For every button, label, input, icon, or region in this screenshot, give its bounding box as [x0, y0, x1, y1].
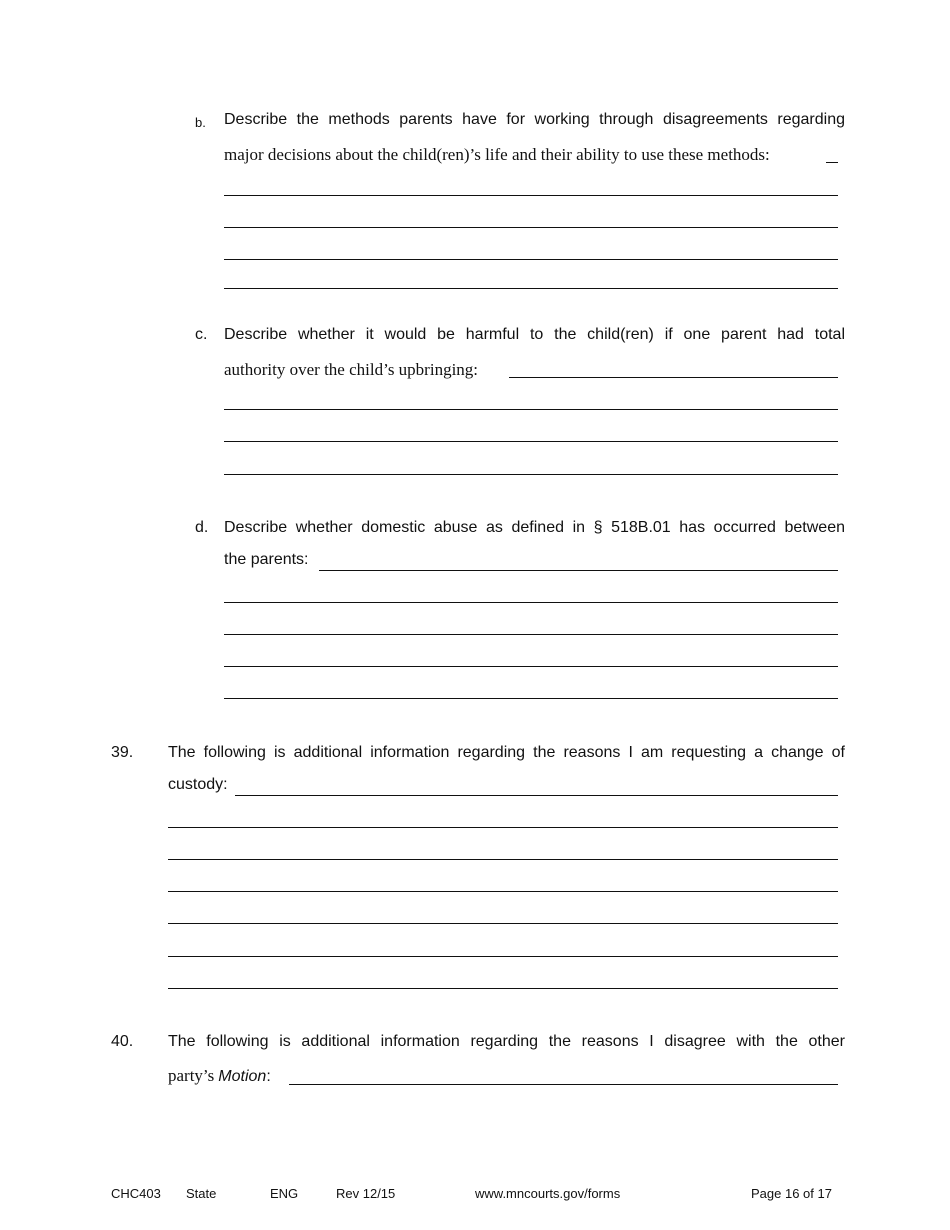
answer-line-b-3[interactable]	[224, 259, 838, 260]
answer-line-d-3[interactable]	[224, 666, 838, 667]
answer-line-39-4[interactable]	[168, 923, 838, 924]
footer-revision: Rev 12/15	[336, 1186, 396, 1201]
footer-language: ENG	[270, 1186, 299, 1201]
item-d-line1: Describe whether domestic abuse as defined in § 518B.01 has occurred between	[224, 519, 845, 536]
item-c-line2: authority over the child’s upbringing:	[224, 360, 479, 379]
answer-line-b-1[interactable]	[224, 195, 838, 196]
answer-line-b-4[interactable]	[224, 288, 838, 289]
answer-line-39-3[interactable]	[168, 891, 838, 892]
answer-line-39-6[interactable]	[168, 988, 838, 989]
item-c-line1: Describe whether it would be harmful to the child(ren) if one parent had total	[224, 326, 845, 343]
answer-line-40-0[interactable]	[289, 1084, 838, 1085]
answer-line-d-2[interactable]	[224, 634, 838, 635]
footer-website-link[interactable]: www.mncourts.gov/forms	[475, 1186, 621, 1201]
item-b-label: b.	[195, 115, 206, 130]
item-d-line2: the parents:	[224, 551, 309, 568]
item-b-line2: major decisions about the child(ren)’s life and their ability to use these methods:	[224, 145, 770, 164]
answer-line-c-1[interactable]	[224, 409, 838, 410]
question-39-number: 39.	[111, 744, 134, 761]
footer-page-number: Page 16 of 17	[751, 1186, 832, 1201]
answer-line-d-0[interactable]	[319, 570, 838, 571]
item-d-label: d.	[195, 519, 209, 536]
answer-line-c-0[interactable]	[509, 377, 838, 378]
answer-line-39-0[interactable]	[235, 795, 838, 796]
question-40-number: 40.	[111, 1033, 134, 1050]
answer-line-39-1[interactable]	[168, 827, 838, 828]
question-40-line2-suffix: :	[266, 1068, 271, 1085]
answer-line-39-5[interactable]	[168, 956, 838, 957]
footer-form-code: CHC403	[111, 1186, 161, 1201]
answer-line-b-2[interactable]	[224, 227, 838, 228]
answer-line-c-3[interactable]	[224, 474, 838, 475]
answer-line-c-2[interactable]	[224, 441, 838, 442]
question-39-line2: custody:	[168, 776, 228, 793]
item-b-line1: Describe the methods parents have for working through disagreements regarding	[224, 111, 845, 128]
footer-state: State	[186, 1186, 217, 1201]
answer-line-b-0[interactable]	[826, 162, 838, 163]
answer-line-d-4[interactable]	[224, 698, 838, 699]
question-40-line2	[168, 1066, 271, 1086]
question-39-line1: The following is additional information regarding the reasons I am requesting a change of	[168, 744, 845, 761]
item-c-label: c.	[195, 326, 208, 343]
question-40-line1: The following is additional information regarding the reasons I disagree with the other	[168, 1033, 845, 1050]
answer-line-d-1[interactable]	[224, 602, 838, 603]
answer-line-39-2[interactable]	[168, 859, 838, 860]
question-40-line2-prefix: party’s	[168, 1066, 215, 1085]
question-40-motion: Motion	[218, 1068, 267, 1085]
